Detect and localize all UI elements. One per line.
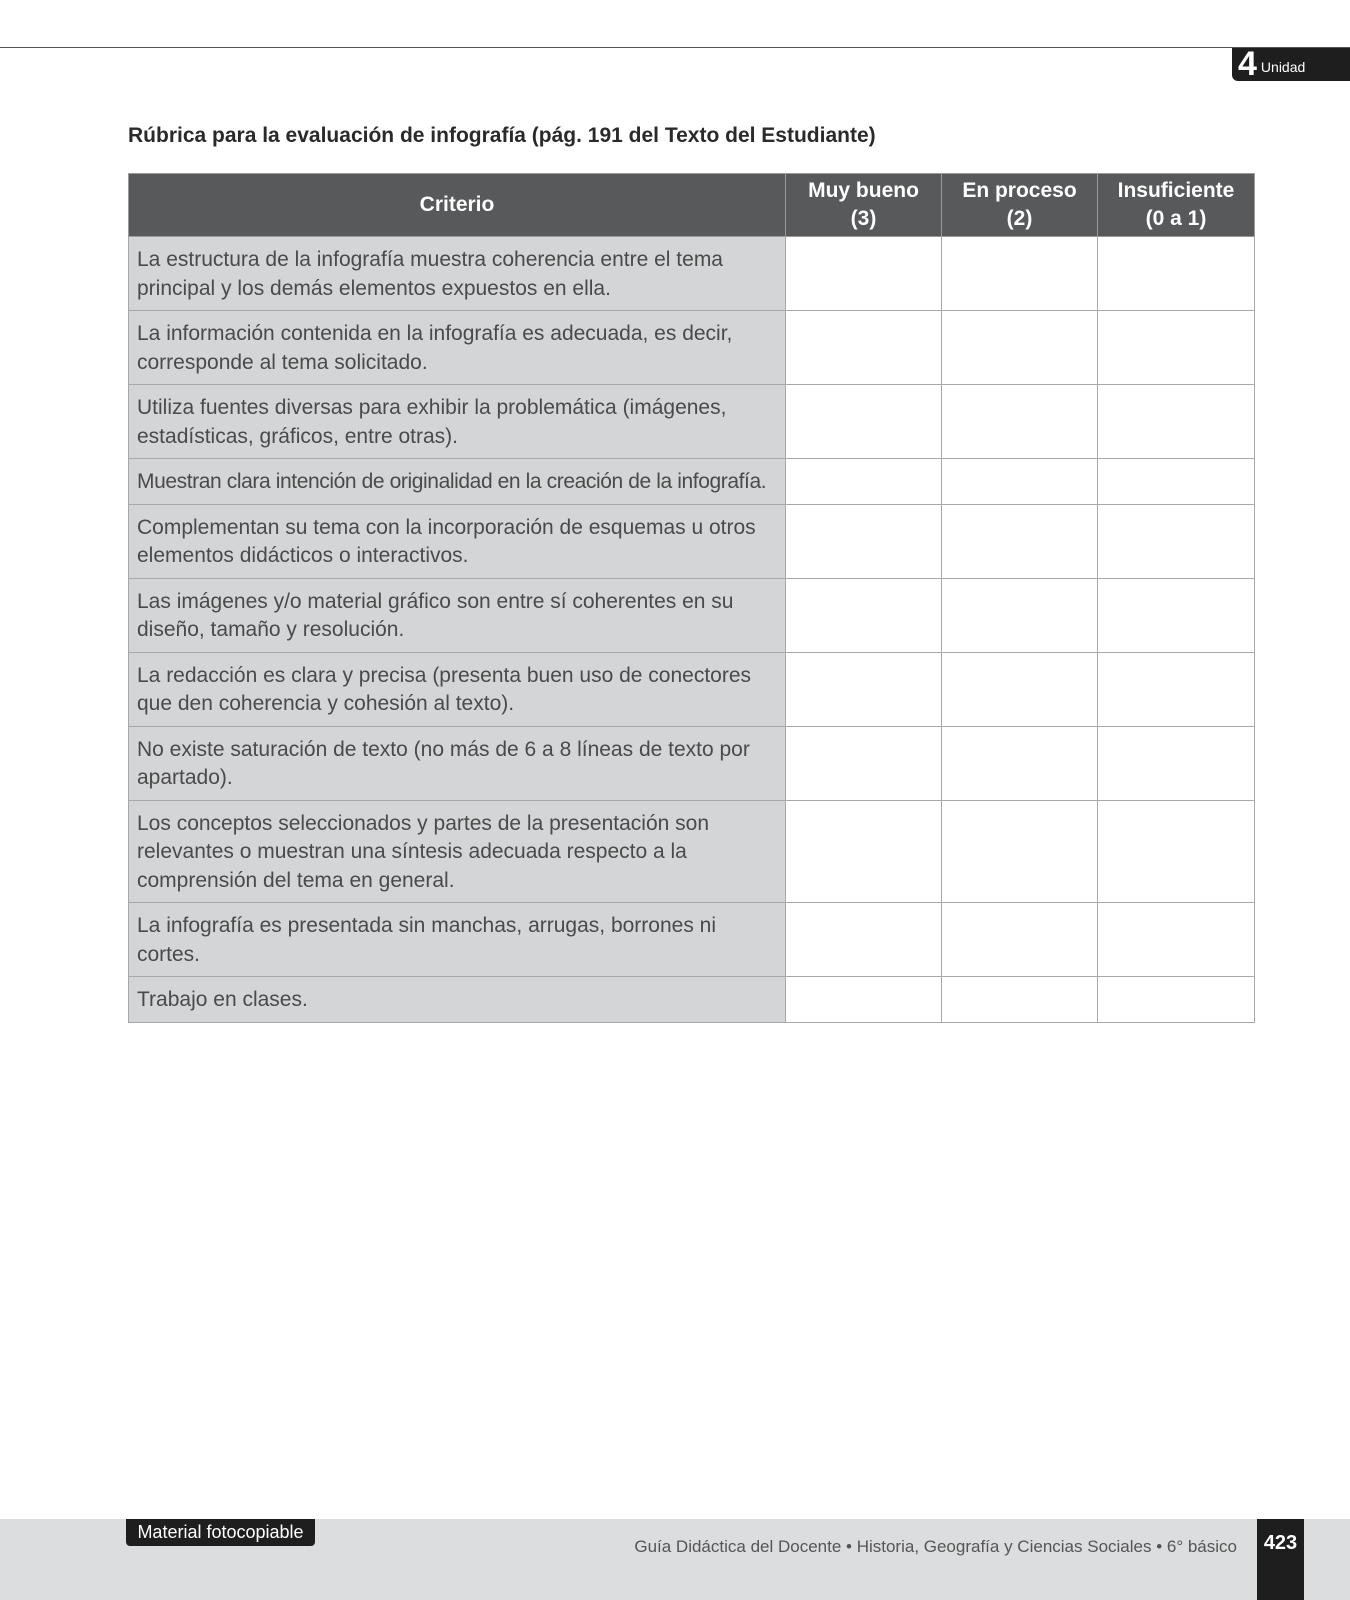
score-cell-insuficiente: [1098, 237, 1255, 311]
table-row: [129, 903, 1255, 977]
score-cell-insuficiente: [1098, 385, 1255, 459]
book-info: Guía Didáctica del Docente • Historia, Geografía y Ciencias Sociales • 6° básico: [634, 1537, 1237, 1556]
score-cell-insuficiente: [1098, 652, 1255, 726]
criterion-cell: No existe saturación de texto (no más de 6 a 8 líneas de texto por apartado).: [129, 726, 786, 800]
score-cell-insuficiente: [1098, 578, 1255, 652]
photocopy-label: Material fotocopiable: [126, 1519, 315, 1546]
unit-label: Unidad: [1260, 58, 1306, 75]
score-cell-muy-bueno: [786, 504, 942, 578]
score-cell-en-proceso: [942, 385, 1098, 459]
header-criterio: Criterio: [129, 174, 786, 237]
header-muy-bueno-score: (3): [850, 207, 877, 230]
score-cell-en-proceso: [942, 726, 1098, 800]
criterion-cell: La información contenida en la infografía es adecuada, es decir, corresponde al tema solicitado.: [129, 311, 786, 385]
header-en-proceso-score: (2): [1006, 207, 1033, 230]
score-cell-muy-bueno: [786, 311, 942, 385]
header-en-proceso-label: En proceso: [962, 179, 1077, 202]
score-cell-insuficiente: [1098, 800, 1255, 903]
score-cell-en-proceso: [942, 977, 1098, 1023]
score-cell-muy-bueno: [786, 237, 942, 311]
score-cell-insuficiente: [1098, 903, 1255, 977]
unit-badge: [1232, 45, 1350, 83]
header-muy-bueno-label: Muy bueno: [808, 179, 919, 202]
score-cell-en-proceso: [942, 311, 1098, 385]
score-cell-en-proceso: [942, 903, 1098, 977]
criterion-cell: La estructura de la infografía muestra coherencia entre el tema principal y los demás elementos expuestos en ella.: [129, 237, 786, 311]
table-row: [129, 311, 1255, 385]
top-rule: [0, 47, 1350, 48]
page-number: 423: [1257, 1519, 1304, 1600]
score-cell-muy-bueno: [786, 459, 942, 505]
header-insuficiente: [1098, 174, 1255, 237]
header-en-proceso: [942, 174, 1098, 237]
score-cell-muy-bueno: [786, 800, 942, 903]
table-header-row: [129, 174, 1255, 237]
score-cell-en-proceso: [942, 237, 1098, 311]
score-cell-muy-bueno: [786, 726, 942, 800]
score-cell-insuficiente: [1098, 504, 1255, 578]
header-insuficiente-score: (0 a 1): [1145, 207, 1207, 230]
table-row: [129, 578, 1255, 652]
score-cell-muy-bueno: [786, 578, 942, 652]
unit-number: 4: [1238, 45, 1257, 83]
criterion-cell: Utiliza fuentes diversas para exhibir la problemática (imágenes, estadísticas, gráficos, entre otras).: [129, 385, 786, 459]
table-row: [129, 800, 1255, 903]
score-cell-en-proceso: [942, 652, 1098, 726]
criterion-cell: Los conceptos seleccionados y partes de la presentación son relevantes o muestran una síntesis adecuada respecto a la comprensión del tema en general.: [129, 800, 786, 903]
table-row: [129, 726, 1255, 800]
table-row: [129, 504, 1255, 578]
table-row: [129, 459, 1255, 505]
criterion-cell: Muestran clara intención de originalidad en la creación de la infografía.: [129, 459, 786, 505]
score-cell-insuficiente: [1098, 726, 1255, 800]
score-cell-en-proceso: [942, 459, 1098, 505]
score-cell-en-proceso: [942, 578, 1098, 652]
table-row: [129, 237, 1255, 311]
score-cell-insuficiente: [1098, 311, 1255, 385]
score-cell-muy-bueno: [786, 903, 942, 977]
criterion-cell: La infografía es presentada sin manchas, arrugas, borrones ni cortes.: [129, 903, 786, 977]
header-muy-bueno: [786, 174, 942, 237]
rubric-table: [128, 173, 1255, 1023]
score-cell-insuficiente: [1098, 977, 1255, 1023]
criterion-cell: Trabajo en clases.: [129, 977, 786, 1023]
table-row: [129, 652, 1255, 726]
table-row: [129, 385, 1255, 459]
table-row: [129, 977, 1255, 1023]
score-cell-muy-bueno: [786, 977, 942, 1023]
header-insuficiente-label: Insuficiente: [1117, 179, 1235, 202]
criterion-cell: La redacción es clara y precisa (presenta buen uso de conectores que den coherencia y cohesión al texto).: [129, 652, 786, 726]
criterion-cell: Las imágenes y/o material gráfico son entre sí coherentes en su diseño, tamaño y resolución.: [129, 578, 786, 652]
score-cell-muy-bueno: [786, 385, 942, 459]
criterion-cell: Complementan su tema con la incorporación de esquemas u otros elementos didácticos o interactivos.: [129, 504, 786, 578]
page-title: Rúbrica para la evaluación de infografía (pág. 191 del Texto del Estudiante): [128, 124, 876, 147]
score-cell-muy-bueno: [786, 652, 942, 726]
score-cell-en-proceso: [942, 504, 1098, 578]
score-cell-insuficiente: [1098, 459, 1255, 505]
score-cell-en-proceso: [942, 800, 1098, 903]
